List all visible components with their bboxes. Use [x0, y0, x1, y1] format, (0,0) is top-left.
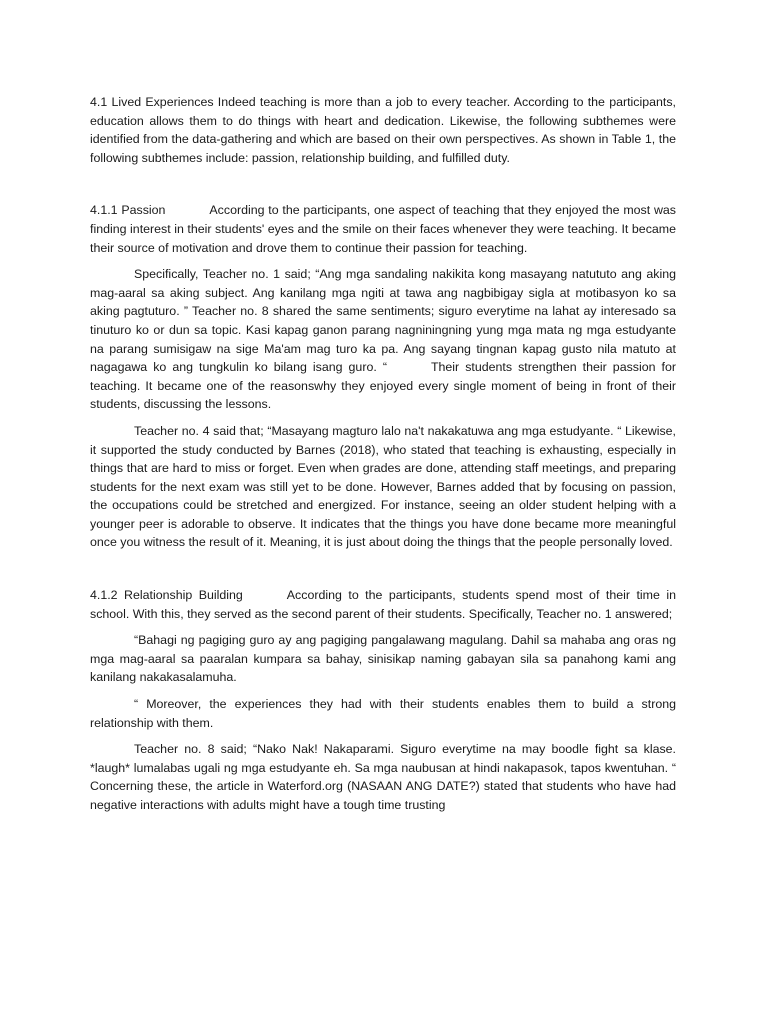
teacher-1-and-8-paragraph — [90, 265, 676, 414]
section-4-1-1-heading: 4.1.1 Passion — [90, 203, 166, 218]
section-4-1-2-heading: 4.1.2 Relationship Building — [90, 588, 243, 603]
teacher-1-quote-paragraph: “Bahagi ng pagiging guro ay ang pagiging pangalawang magulang. Dahil sa mahaba ang oras ng mga mag-aaral sa paaralan kumpara sa bahay, sinisikap naming gabayan sila sa panahong kami ang kanilang nakakasalamuha. — [90, 633, 676, 685]
section-4-1-1-paragraph — [90, 201, 676, 257]
section-4-1-2-paragraph — [90, 586, 676, 623]
section-4-1-paragraph: 4.1 Lived Experiences Indeed teaching is more than a job to every teacher. According to the participants, education allows them to do things with heart and dedication. Likewise, the following subthemes were identified from the data-gathering and which are based on their own perspectives. As shown in Table 1, the following subthemes include: passion, relationship building, and fulfilled duty. — [90, 95, 676, 165]
document-body — [90, 93, 676, 815]
teacher-4-paragraph: Teacher no. 4 said that; “Masayang magturo lalo na't nakakatuwa ang mga estudyante. “ Likewise, it supported the study conducted by Barnes (2018), who stated that teaching is exhausting, especially in things that are hard to miss or forget. Even when grades are done, attending staff meetings, and preparing students for the next exam was still yet to be done. However, Barnes added that by focusing on passion, the occupations could be stretched and energized. For instance, seeing an older student helping with a younger peer is adorable to observe. It indicates that the things you have done became more meaningful once you witness the result of it. Meaning, it is just about doing the things that the people personally loved. — [90, 423, 676, 550]
section-4-1-1-intro: According to the participants, one aspect of teaching that they enjoyed the most was finding interest in their students' eyes and the smile on their faces whenever they were teaching. It became their source of motivation and drove them to continue their passion for teaching. — [90, 203, 676, 255]
teacher-1-and-8-quote: Specifically, Teacher no. 1 said; “Ang mga sandaling nakikita kong masayang natututo ang aking mag-aaral sa aking subject. Ang kanilang mga ngiti at tawa ang nagbibigay sigla at motibasyon ko sa aking pagtuturo. ” Teacher no. 8 shared the same sentiments; siguro everytime na lahat ay interesado sa tinuturo ko or dun sa topic. Kasi kapag ganon parang nagniningning yung mga mata ng mga estudyante na parang sumisigaw na sige Ma'am mag turo ka pa. Ang sayang tingnan kapag gusto nila matuto at nagagawa ko ang tungkulin ko bilang isang guro. “ — [90, 267, 676, 375]
passion-strengthen-text: Their students strengthen their passion for teaching. It became one of the reasonswhy they enjoyed every single moment of being in front of their students, discussing the lessons. — [90, 360, 677, 412]
section-4-1-2-intro: According to the participants, students spend most of their time in school. With this, they served as the second parent of their students. Specifically, Teacher no. 1 answered; — [90, 588, 676, 621]
moreover-paragraph: “ Moreover, the experiences they had with their students enables them to build a strong relationship with them. — [90, 697, 676, 730]
teacher-8-paragraph: Teacher no. 8 said; “Nako Nak! Nakaparami. Siguro everytime na may boodle fight sa klase. *laugh* lumalabas ugali ng mga estudyante eh. Sa mga naubusan at hindi nakapasok, tapos kwentuhan. “ Concerning these, the article in Waterford.org (NASAAN ANG DATE?) stated that students who have had negative interactions with adults might have a tough time trusting — [90, 742, 676, 812]
